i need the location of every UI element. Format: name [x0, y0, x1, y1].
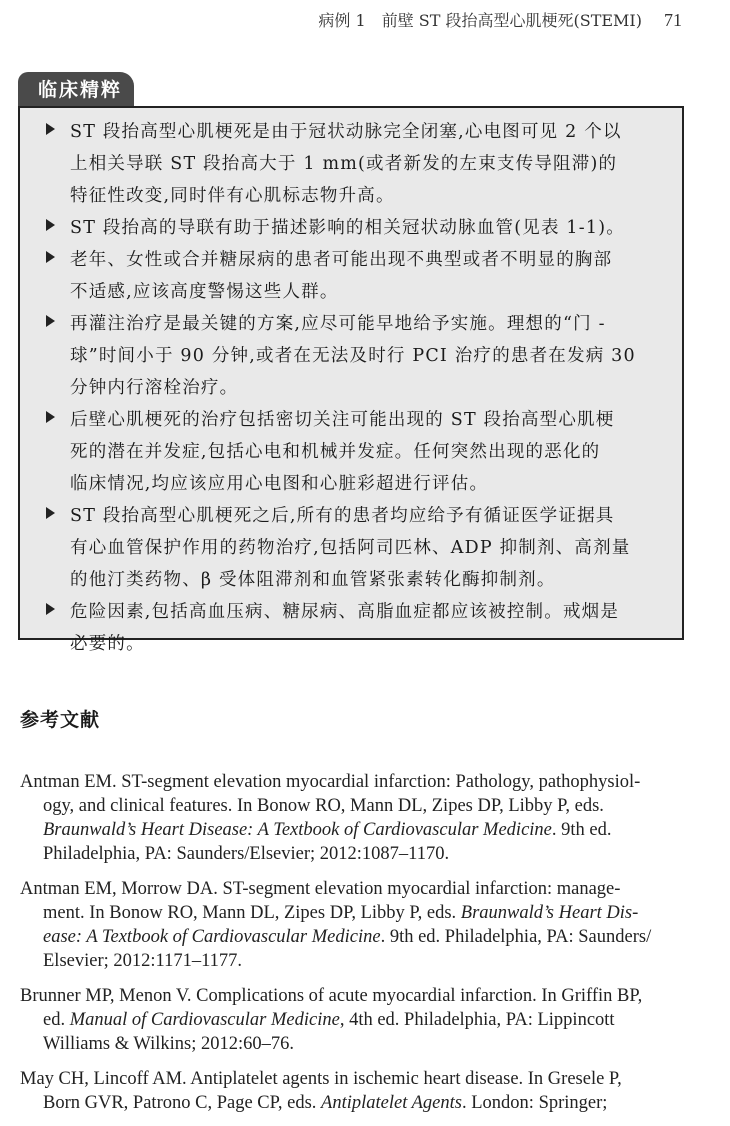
reference-text: Born GVR, Patrono C, Page CP, eds. — [43, 1093, 322, 1113]
bullet-line: 再灌注治疗是最关键的方案,应尽可能早地给予实施。理想的“门 - — [70, 314, 606, 334]
reference-entry — [20, 1067, 690, 1115]
reference-text: . 9th ed. — [551, 820, 612, 840]
reference-line — [20, 794, 690, 818]
triangle-bullet-icon — [46, 411, 55, 423]
reference-text: Antman EM. ST-segment elevation myocardial infarction: Pathology, pathophysiol- — [20, 772, 641, 792]
reference-line — [20, 949, 690, 973]
bullet-line: 后壁心肌梗死的治疗包括密切关注可能出现的 ST 段抬高型心肌梗 — [70, 410, 615, 430]
bullet-line: 的他汀类药物、β 受体阻滞剂和血管紧张素转化酶抑制剂。 — [70, 570, 556, 590]
bullet-line: 死的潜在并发症,包括心电和机械并发症。任何突然出现的恶化的 — [70, 442, 601, 462]
reference-text: . 9th ed. Philadelphia, PA: Saunders/ — [380, 927, 652, 947]
bullet-line: 老年、女性或合并糖尿病的患者可能出现不典型或者不明显的胸部 — [70, 250, 613, 270]
triangle-bullet-icon — [46, 507, 55, 519]
bullet-line: 上相关导联 ST 段抬高大于 1 mm(或者新发的左束支传导阻滞)的 — [70, 154, 618, 174]
bullet-line: 必要的。 — [70, 634, 145, 654]
reference-line — [20, 1067, 690, 1091]
reference-text: Antman EM, Morrow DA. ST-segment elevation myocardial infarction: manage- — [20, 879, 621, 899]
reference-text: ed. — [43, 1010, 70, 1030]
reference-text: ogy, and clinical features. In Bonow RO, Mann DL, Zipes DP, Libby P, eds. — [43, 796, 604, 816]
bullet-line: 特征性改变,同时伴有心肌标志物升高。 — [70, 186, 395, 206]
reference-text: , 4th ed. Philadelphia, PA: Lippincott — [339, 1010, 615, 1030]
book-title: Manual of Cardiovascular Medicine — [69, 1010, 340, 1030]
bullet-line: 球”时间小于 90 分钟,或者在无法及时行 PCI 治疗的患者在发病 30 — [70, 346, 636, 366]
bullet-line: 危险因素,包括高血压病、糖尿病、高脂血症都应该被控制。戒烟是 — [70, 602, 620, 622]
triangle-bullet-icon — [46, 315, 55, 327]
chapter-title: 病例 1 前壁 ST 段抬高型心肌梗死(STEMI) — [318, 11, 642, 30]
book-title: ease: A Textbook of Cardiovascular Medicine — [43, 927, 381, 947]
pearl-bullet — [20, 596, 682, 660]
reference-entry — [20, 770, 690, 866]
page-number: 71 — [664, 10, 682, 30]
references-heading: 参考文献 — [20, 709, 101, 731]
reference-line — [20, 1091, 690, 1115]
reference-line — [20, 770, 690, 794]
bullet-line: 有心血管保护作用的药物治疗,包括阿司匹林、ADP 抑制剂、高剂量 — [70, 538, 631, 558]
reference-text: Elsevier; 2012:1171–1177. — [43, 951, 243, 971]
triangle-bullet-icon — [46, 251, 55, 263]
pearl-bullet — [20, 404, 682, 500]
reference-text: ment. In Bonow RO, Mann DL, Zipes DP, Libby P, eds. — [43, 903, 461, 923]
reference-line — [20, 1008, 690, 1032]
reference-text: Philadelphia, PA: Saunders/Elsevier; 2012:1087–1170. — [43, 844, 450, 864]
bullet-line: ST 段抬高的导联有助于描述影响的相关冠状动脉血管(见表 1-1)。 — [70, 218, 625, 238]
reference-line — [20, 818, 690, 842]
triangle-bullet-icon — [46, 123, 55, 135]
pearl-bullet — [20, 308, 682, 404]
reference-line — [20, 1032, 690, 1056]
pearl-bullet — [20, 244, 682, 308]
bullet-line: 分钟内行溶栓治疗。 — [70, 378, 239, 398]
reference-text: Williams & Wilkins; 2012:60–76. — [43, 1034, 295, 1054]
reference-line — [20, 984, 690, 1008]
reference-line — [20, 877, 690, 901]
reference-entry — [20, 984, 690, 1056]
book-title: Antiplatelet Agents — [321, 1093, 462, 1113]
bullet-line: 临床情况,均应该应用心电图和心脏彩超进行评估。 — [70, 474, 489, 494]
bullet-line: ST 段抬高型心肌梗死是由于冠状动脉完全闭塞,心电图可见 2 个以 — [70, 122, 622, 142]
bullet-line: ST 段抬高型心肌梗死之后,所有的患者均应给予有循证医学证据具 — [70, 506, 615, 526]
reference-text: May CH, Lincoff AM. Antiplatelet agents in ischemic heart disease. In Gresele P, — [20, 1069, 622, 1089]
triangle-bullet-icon — [46, 219, 55, 231]
reference-text: Brunner MP, Menon V. Complications of acute myocardial infarction. In Griffin BP, — [20, 986, 643, 1006]
pearl-bullet — [20, 212, 682, 244]
bullet-line: 不适感,应该高度警惕这些人群。 — [70, 282, 339, 302]
references-list — [20, 770, 690, 1126]
reference-line — [20, 901, 690, 925]
pearl-bullet — [20, 500, 682, 596]
book-title: Braunwald’s Heart Dis- — [460, 903, 639, 923]
reference-line — [20, 842, 690, 866]
clinical-pearls-tab: 临床精粹 — [18, 72, 134, 108]
running-header — [318, 8, 682, 31]
triangle-bullet-icon — [46, 603, 55, 615]
reference-entry — [20, 877, 690, 973]
reference-line — [20, 925, 690, 949]
reference-text: . London: Springer; — [462, 1093, 608, 1113]
book-title: Braunwald’s Heart Disease: A Textbook of Cardiovascular Medicine — [43, 820, 552, 840]
clinical-pearls-box — [18, 106, 684, 654]
pearl-bullet — [20, 116, 682, 212]
